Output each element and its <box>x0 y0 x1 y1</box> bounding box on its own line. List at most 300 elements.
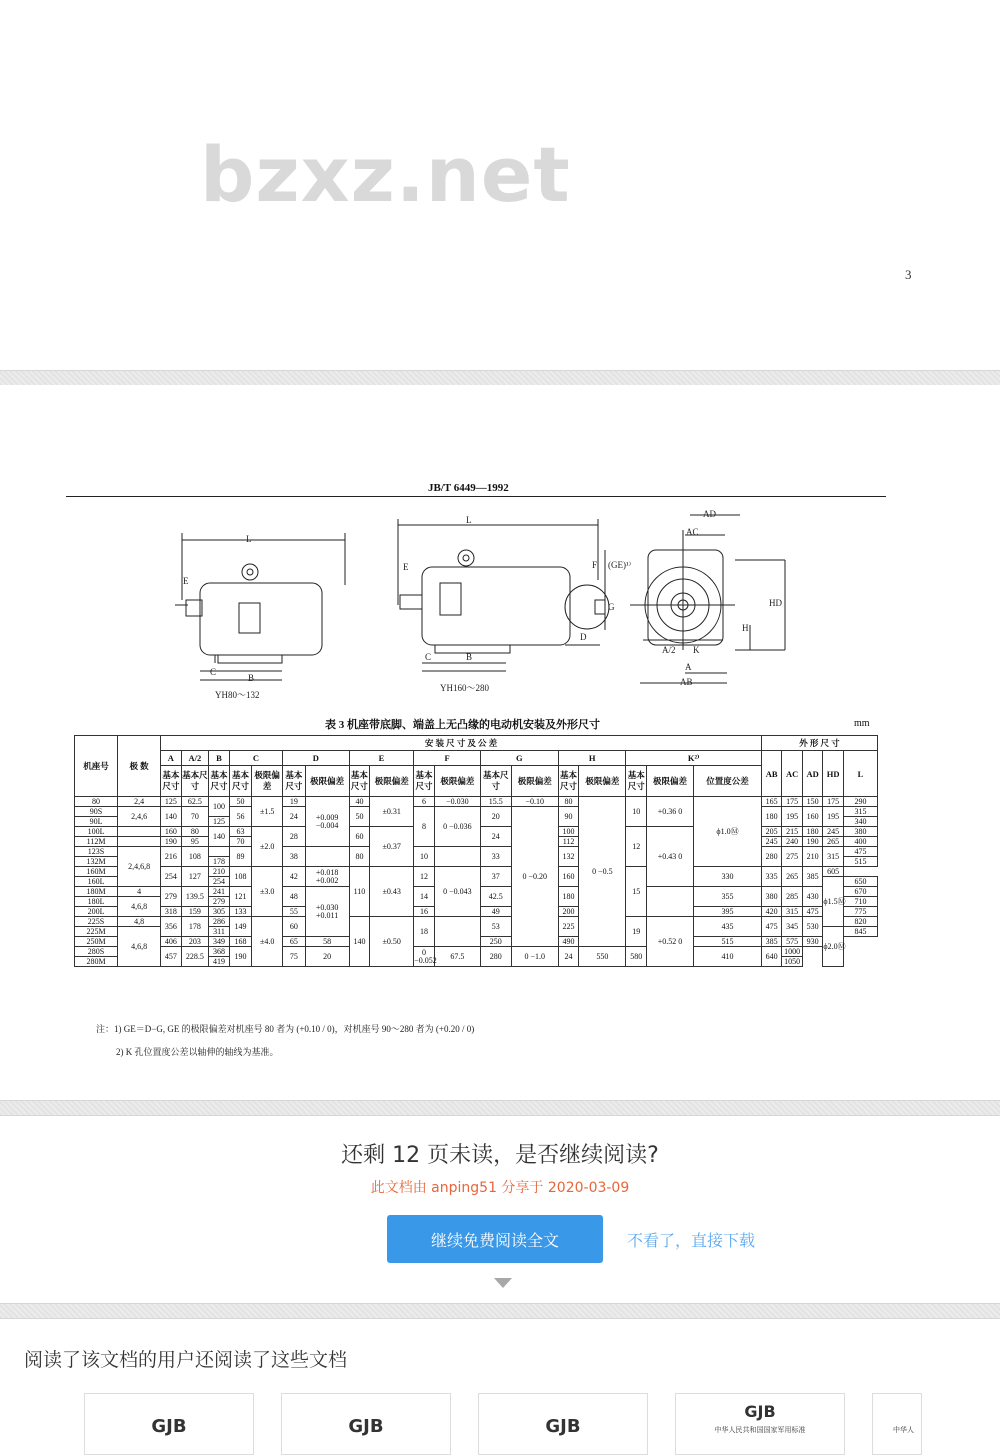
cell-AC: 215 <box>782 827 803 837</box>
cell-E-tol: ±0.50 <box>370 917 414 967</box>
cell-F: 14 <box>414 887 435 907</box>
col-H: H <box>558 751 626 766</box>
label-HD: HD <box>769 598 782 608</box>
col-AD: AD <box>802 751 823 797</box>
label-L-1: L <box>246 534 252 544</box>
sub-dev: 极限偏差 <box>434 766 480 797</box>
cell-G-tol: −0.10 <box>511 797 558 807</box>
label-H: H <box>742 623 749 633</box>
cell-F: 18 <box>414 917 435 947</box>
label-AC: AC <box>686 527 699 537</box>
cell-frame: 180L <box>75 897 118 907</box>
cell-B: 100 <box>209 797 230 817</box>
col-outline: 外 形 尺 寸 <box>761 736 877 751</box>
cell-A: 406 <box>161 937 182 947</box>
cell-A: 356 <box>161 917 182 937</box>
cell-E: 40 <box>349 797 370 807</box>
cell-A: 125 <box>161 797 182 807</box>
cell-L: 340 <box>843 817 877 827</box>
card-caption: 中华人民共和国国家军用标准 <box>714 1426 806 1434</box>
gjb-logo: GJB <box>348 1416 384 1437</box>
cell-D: 48 <box>283 887 306 907</box>
cell-L: 605 <box>823 867 844 877</box>
cell-K: 24 <box>558 947 579 967</box>
cell-F-tol: 0 −0.036 <box>434 807 480 847</box>
cell-G: 49 <box>480 907 511 917</box>
cell-frame: 200L <box>75 907 118 917</box>
continue-reading-button[interactable]: 继续免费阅读全文 <box>387 1215 603 1263</box>
sub-dev: 极限偏差 <box>579 766 626 797</box>
cell-G: 67.5 <box>434 947 480 967</box>
cell-H: 180 <box>558 887 579 907</box>
cell-H: 100 <box>558 827 579 837</box>
cell-E-tol: ±0.31 <box>370 797 414 827</box>
cell-D-tol: +0.030 +0.011 <box>305 887 349 937</box>
shaft-section-view <box>565 550 609 645</box>
cell-H: 225 <box>558 917 579 937</box>
cell-L: 650 <box>843 877 877 887</box>
page-number: 3 <box>905 267 912 282</box>
cell-L: 820 <box>843 917 877 927</box>
cell-L: 775 <box>843 907 877 917</box>
cell-F: 12 <box>414 867 435 887</box>
cell-K: 19 <box>626 917 647 947</box>
col-HD: HD <box>823 751 844 797</box>
label-B-1: B <box>248 673 255 683</box>
card-caption: 中华人 <box>893 1426 914 1434</box>
related-doc-card[interactable] <box>478 1393 648 1455</box>
sub-base: 基本尺寸 <box>229 766 252 797</box>
cell-D-tol: +0.009 −0.004 <box>305 797 349 847</box>
cell-AB: 550 <box>579 947 626 967</box>
col-G: G <box>480 751 558 766</box>
cell-G: 20 <box>480 807 511 827</box>
cell-L: 475 <box>843 847 877 857</box>
cell-HD: 385 <box>802 867 823 887</box>
cell-H: 112 <box>558 837 579 847</box>
cell-A2: 62.5 <box>181 797 209 807</box>
share-info: 此文档由 anping51 分享于 2020-03-09 <box>370 1180 630 1196</box>
cell-A: 160 <box>161 827 182 837</box>
cell-AD: 180 <box>802 827 823 837</box>
cell-AC: 175 <box>782 797 803 807</box>
cell-K-pos: ϕ2.0Ⓜ <box>823 927 844 967</box>
cell-L: 400 <box>843 837 877 847</box>
cell-E-tol: ±0.37 <box>370 827 414 867</box>
sub-base: 基本尺寸 <box>558 766 579 797</box>
cell-frame: 225S <box>75 917 118 927</box>
cell-frame: 90S <box>75 807 118 817</box>
cell-G: 24 <box>480 827 511 847</box>
sub-base: 基本尺寸 <box>480 766 511 797</box>
cell-AB: 180 <box>761 807 782 827</box>
col-L: L <box>843 751 877 797</box>
cell-D: 24 <box>283 807 306 827</box>
cell-poles: 4,6,8 <box>118 927 161 967</box>
cell-G: 33 <box>480 847 511 867</box>
cell-K: 10 <box>626 797 647 827</box>
cell-B: 368 <box>209 947 230 957</box>
cell-E: 80 <box>349 847 370 867</box>
cell-HD: 430 <box>802 887 823 907</box>
cell-D: 19 <box>283 797 306 807</box>
cell-AC: 195 <box>782 807 803 827</box>
cell-F-tol <box>434 847 480 867</box>
label-E-2: E <box>403 562 409 572</box>
label-C-2: C <box>425 652 432 662</box>
col-F: F <box>414 751 481 766</box>
cell-G: 42.5 <box>480 887 511 907</box>
cell-H: 80 <box>558 797 579 807</box>
cell-A2: 178 <box>181 917 209 937</box>
cell-D-tol <box>305 847 349 867</box>
col-poles: 极 数 <box>118 736 161 797</box>
cell-C: 63 <box>229 827 252 837</box>
cell-H: 90 <box>558 807 579 827</box>
cell-AC: 420 <box>761 907 782 917</box>
cell-A2: 203 <box>181 937 209 947</box>
col-frame: 机座号 <box>75 736 118 797</box>
cell-HD: 530 <box>802 917 823 937</box>
label-D: D <box>580 632 587 642</box>
col-C: C <box>229 751 282 766</box>
dimension-table <box>74 735 878 967</box>
cell-E: 140 <box>349 917 370 967</box>
cell-C: 56 <box>229 807 252 827</box>
label-GE: (GE)¹⁾ <box>608 560 631 570</box>
cell-A: 216 <box>161 847 182 867</box>
cell-A2: 95 <box>181 837 209 847</box>
gjb-logo: GJB <box>744 1402 776 1421</box>
cell-H: 132 <box>558 847 579 867</box>
label-B-2: B <box>466 652 473 662</box>
cell-AB: 355 <box>694 887 762 907</box>
cell-A: 279 <box>161 887 182 907</box>
cell-frame: 280S <box>75 947 118 957</box>
cell-F-tol: −0.030 <box>434 797 480 807</box>
related-doc-card[interactable] <box>872 1393 922 1455</box>
cell-AC: 380 <box>761 887 782 907</box>
cell-C: 89 <box>229 847 252 867</box>
cell-A2: 127 <box>181 867 209 887</box>
cell-A2: 159 <box>181 907 209 917</box>
sub-base: 基本尺寸 <box>181 766 209 797</box>
cell-C: 190 <box>229 947 252 967</box>
cell-D: 55 <box>283 907 306 917</box>
cell-C: 168 <box>229 937 252 947</box>
cell-L: 670 <box>843 887 877 897</box>
label-F: F <box>592 560 598 570</box>
cell-K-pos: ϕ1.0Ⓜ <box>694 797 762 867</box>
cell-B: 140 <box>209 827 230 847</box>
cell-AD: 150 <box>802 797 823 807</box>
cell-K-tol <box>646 887 693 917</box>
cell-F: 8 <box>414 807 435 847</box>
doc-header: JB/T 6449—1992 <box>428 482 509 494</box>
cell-F: 16 <box>414 907 435 917</box>
doc-page-1 <box>0 0 1000 370</box>
col-AB: AB <box>761 751 782 797</box>
col-E: E <box>349 751 414 766</box>
col-K: K²⁾ <box>626 751 761 766</box>
cell-poles: 4 <box>118 887 161 897</box>
table-note-1: 注：1) GE＝D−G, GE 的极限偏差对机座号 80 者为 (+0.10 / 0)，对机座号 90～280 者为 (+0.20 / 0) <box>96 1024 475 1034</box>
label-E-1: E <box>183 576 189 586</box>
cell-D: 38 <box>283 847 306 867</box>
cell-A2: 108 <box>181 847 209 867</box>
cell-poles: 4,6,8 <box>118 897 161 917</box>
cell-L: 515 <box>843 857 877 867</box>
cell-AB: 490 <box>558 937 579 947</box>
related-doc-card[interactable] <box>84 1393 254 1455</box>
sub-dev: 极限偏差 <box>305 766 349 797</box>
cell-AC: 475 <box>761 917 782 937</box>
cell-frame: 112M <box>75 837 118 847</box>
cell-A2: 80 <box>181 827 209 837</box>
cell-E-tol: ±0.43 <box>370 867 414 917</box>
cell-HD: 175 <box>823 797 844 807</box>
page-separator <box>0 1100 1000 1116</box>
cell-B: 178 <box>209 857 230 867</box>
cell-B: 241 <box>209 887 230 897</box>
cell-AD: 190 <box>802 837 823 847</box>
cell-C-tol: ±4.0 <box>252 917 283 967</box>
cell-poles: 2,4,6 <box>118 807 161 827</box>
sub-base: 基本尺寸 <box>349 766 370 797</box>
cell-AB: 245 <box>761 837 782 847</box>
motor-drawings <box>160 505 800 710</box>
cell-B: 286 <box>209 917 230 927</box>
cell-C-tol: ±3.0 <box>252 867 283 917</box>
cell-AC: 275 <box>782 847 803 867</box>
cell-B: 349 <box>209 937 230 947</box>
cell-B <box>209 847 230 857</box>
cell-C-tol: ±1.5 <box>252 797 283 827</box>
cell-E: 60 <box>349 827 370 847</box>
table-unit: mm <box>854 718 870 729</box>
col-AC: AC <box>782 751 803 797</box>
cell-HD: 475 <box>802 907 823 917</box>
cell-frame: 100L <box>75 827 118 837</box>
cell-H: 200 <box>558 907 579 917</box>
cell-G: 37 <box>480 867 511 887</box>
cell-F: 6 <box>414 797 435 807</box>
cell-A: 190 <box>161 837 182 847</box>
sub-dev: 极限偏差 <box>252 766 283 797</box>
cell-G: 15.5 <box>480 797 511 807</box>
cell-K-pos: ϕ1.5Ⓜ <box>823 877 844 927</box>
cell-E: 110 <box>349 867 370 917</box>
cell-G: 58 <box>305 937 349 947</box>
table-title: 表 3 机座带底脚、端盖上无凸缘的电动机安装及外形尺寸 <box>325 719 600 731</box>
expand-arrow-icon[interactable] <box>494 1278 512 1288</box>
sub-base: 基本尺寸 <box>283 766 306 797</box>
cell-D: 65 <box>283 937 306 947</box>
cell-E: 50 <box>349 807 370 827</box>
cell-poles <box>118 837 161 847</box>
cell-L: 1050 <box>782 957 803 967</box>
cell-L: 1000 <box>782 947 803 957</box>
col-A: A <box>161 751 182 766</box>
cell-A: 457 <box>161 947 182 967</box>
continue-title: 还剩 12 页未读，是否继续阅读? <box>341 1143 659 1168</box>
cell-frame: 160M <box>75 867 118 877</box>
sub-base: 基本尺寸 <box>209 766 230 797</box>
cell-AD: 345 <box>782 917 803 937</box>
cell-poles: 4,8 <box>118 917 161 927</box>
cell-frame: 225M <box>75 927 118 937</box>
cell-H-tol: 0 −0.5 <box>579 797 626 947</box>
cell-AC: 515 <box>694 937 762 947</box>
cell-AC: 580 <box>626 947 647 967</box>
cell-AD: 285 <box>782 887 803 907</box>
cell-F-tol <box>434 917 480 947</box>
cell-AB: 205 <box>761 827 782 837</box>
cell-H-tol: 0 −1.0 <box>511 947 558 967</box>
label-C-1: C <box>210 667 217 677</box>
related-title: 阅读了该文档的用户还阅读了这些文档 <box>24 1349 348 1371</box>
figure-caption-2: YH160～280 <box>440 683 489 693</box>
cell-frame: 280M <box>75 957 118 967</box>
cell-K-tol: +0.36 0 <box>646 797 693 827</box>
cell-frame: 80 <box>75 797 118 807</box>
watermark: bzxz.net <box>200 130 571 219</box>
cell-AD: 265 <box>782 867 803 887</box>
cell-F: 20 <box>305 947 349 967</box>
cell-D: 75 <box>283 947 306 967</box>
col-B: B <box>209 751 230 766</box>
label-G: G <box>608 602 615 612</box>
sub-base: 基本尺寸 <box>161 766 182 797</box>
cell-K-tol: +0.43 0 <box>646 827 693 887</box>
cell-AC: 335 <box>761 867 782 887</box>
col-A2: A/2 <box>181 751 209 766</box>
cell-F-tol: 0 −0.052 <box>414 947 437 965</box>
cell-L: 845 <box>843 927 877 937</box>
cell-A: 254 <box>161 867 182 887</box>
cell-AD: 160 <box>802 807 823 827</box>
cell-AB: 330 <box>694 867 762 887</box>
cell-HD: 575 <box>782 937 803 947</box>
cell-B: 311 <box>209 927 230 937</box>
cell-B: 419 <box>209 957 230 967</box>
cell-D-tol: +0.018 +0.002 <box>305 867 349 887</box>
cell-poles: 2,4 <box>118 797 161 807</box>
cell-D: 42 <box>283 867 306 887</box>
label-A: A <box>685 662 692 672</box>
cell-C: 121 <box>229 887 252 907</box>
cell-AD: 385 <box>761 937 782 947</box>
cell-F-tol: 0 −0.043 <box>434 867 480 917</box>
cell-L: 710 <box>843 897 877 907</box>
cell-frame: 160L <box>75 877 118 887</box>
cell-B: 210 <box>209 867 230 877</box>
cell-AB: 395 <box>694 907 762 917</box>
cell-AB: 435 <box>694 917 762 937</box>
col-install: 安 装 尺 寸 及 公 差 <box>161 736 762 751</box>
cell-K-tol: +0.52 0 <box>646 917 693 967</box>
cell-AB: 280 <box>761 847 782 867</box>
cell-G-tol: 0 −0.20 <box>511 807 558 947</box>
cell-HD: 315 <box>823 847 844 867</box>
cell-poles: 2,4,6,8 <box>118 847 161 887</box>
cell-B: 279 <box>209 897 230 907</box>
cell-HD: 195 <box>823 807 844 827</box>
cell-F: 10 <box>414 847 435 867</box>
cell-H: 250 <box>480 937 511 947</box>
sub-dev: 极限偏差 <box>370 766 414 797</box>
related-doc-card[interactable] <box>281 1393 451 1455</box>
cell-AD: 315 <box>782 907 803 917</box>
cell-H: 160 <box>558 867 579 887</box>
sub-base: 基本尺寸 <box>626 766 647 797</box>
page-separator <box>0 1303 1000 1319</box>
cell-AD: 410 <box>694 947 762 967</box>
cell-C: 50 <box>229 797 252 807</box>
cell-C: 149 <box>229 917 252 937</box>
sub-dev: 极限偏差 <box>511 766 558 797</box>
cell-C: 133 <box>229 907 252 917</box>
cell-L: 930 <box>802 937 823 947</box>
figure-caption-1: YH80～132 <box>215 690 260 700</box>
cell-HD: 245 <box>823 827 844 837</box>
cell-frame: 250M <box>75 937 118 947</box>
gjb-logo: GJB <box>545 1416 581 1437</box>
direct-download-link[interactable]: 不看了，直接下载 <box>627 1231 756 1250</box>
cell-A2: 228.5 <box>181 947 209 967</box>
cell-K: 12 <box>626 827 647 867</box>
cell-poles <box>118 827 161 837</box>
sub-base: 基本尺寸 <box>414 766 435 797</box>
cell-G: 53 <box>480 917 511 937</box>
col-D: D <box>283 751 350 766</box>
cell-K: 15 <box>626 867 647 917</box>
cell-frame: 180M <box>75 887 118 897</box>
cell-L: 380 <box>843 827 877 837</box>
cell-AB: 165 <box>761 797 782 807</box>
cell-L: 315 <box>843 807 877 817</box>
cell-B: 305 <box>209 907 230 917</box>
cell-B: 254 <box>209 877 230 887</box>
label-K: K <box>693 645 700 655</box>
cell-C: 70 <box>229 837 252 847</box>
cell-HD: 640 <box>761 947 782 967</box>
cell-frame: 123S <box>75 847 118 857</box>
cell-C: 108 <box>229 867 252 887</box>
cell-C-tol: ±2.0 <box>252 827 283 867</box>
cell-A2: 139.5 <box>181 887 209 907</box>
page-separator <box>0 370 1000 386</box>
label-AB: AB <box>680 677 693 687</box>
label-L-2: L <box>466 515 472 525</box>
related-doc-card[interactable] <box>675 1393 845 1455</box>
cell-H: 280 <box>480 947 511 967</box>
cell-AD: 210 <box>802 847 823 867</box>
header-rule <box>66 496 886 497</box>
cell-L: 290 <box>843 797 877 807</box>
cell-AC: 240 <box>782 837 803 847</box>
sub-dev: 极限偏差 <box>646 766 693 797</box>
cell-A: 318 <box>161 907 182 917</box>
cell-D: 28 <box>283 827 306 847</box>
motor-side-view-small <box>175 533 345 680</box>
cell-B: 125 <box>209 817 230 827</box>
cell-A: 140 <box>161 807 182 827</box>
cell-frame: 132M <box>75 857 118 867</box>
motor-end-view <box>630 515 785 683</box>
cell-frame: 90L <box>75 817 118 827</box>
sub-pos: 位置度公差 <box>694 766 762 797</box>
